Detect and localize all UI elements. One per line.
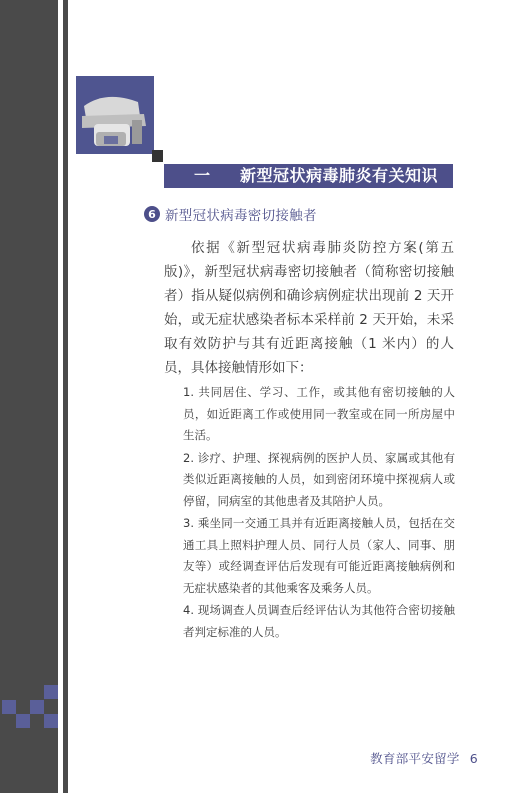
section-heading (144, 204, 317, 224)
section-title: 新型冠状病毒密切接触者 (165, 208, 317, 224)
contact-situations-list (183, 382, 455, 644)
left-side-stripe (63, 0, 68, 793)
list-item: 4. 现场调查人员调查后经评估认为其他符合密切接触者判定标准的人员。 (183, 603, 455, 639)
illustration-corner-block (152, 150, 163, 162)
page-number: 6 (469, 751, 478, 766)
list-item: 2. 诊疗、护理、探视病例的医护人员、家属或其他有类似近距离接触的人员，如到密闭环境中探视病人或停留，同病室的其他患者及其陪护人员。 (183, 450, 455, 508)
chapter-title: 新型冠状病毒肺炎有关知识 (240, 166, 439, 185)
page-footer (370, 749, 478, 767)
chapter-title-bar (164, 164, 453, 188)
left-side-band (0, 0, 58, 793)
chapter-number: 一 (194, 166, 211, 185)
intro-paragraph: 依据《新型冠状病毒肺炎防控方案(第五版)》，新型冠状病毒密切接触者（简称密切接触者）指从疑似病例和确诊病例症状出现前 2 天开始，或无症状感染者标本采样前 2 天开始，未采取有效防护与其有近距离接触（1 米内）的人员，具体接触情形如下： (164, 240, 454, 376)
medical-worker-illustration (76, 76, 154, 154)
list-item: 3. 乘坐同一交通工具并有近距离接触人员，包括在交通工具上照料护理人员、同行人员（家人、同事、朋友等）或经调查评估后发现有可能近距离接触病例和无症状感染者的其他乘客及乘务人员。 (183, 516, 455, 595)
section-number-badge: 6 (144, 206, 160, 222)
footer-publisher: 教育部平安留学 (370, 751, 460, 766)
list-item: 1. 共同居住、学习、工作，或其他有密切接触的人员，如近距离工作或使用同一教室或在同一所房屋中生活。 (183, 385, 455, 442)
